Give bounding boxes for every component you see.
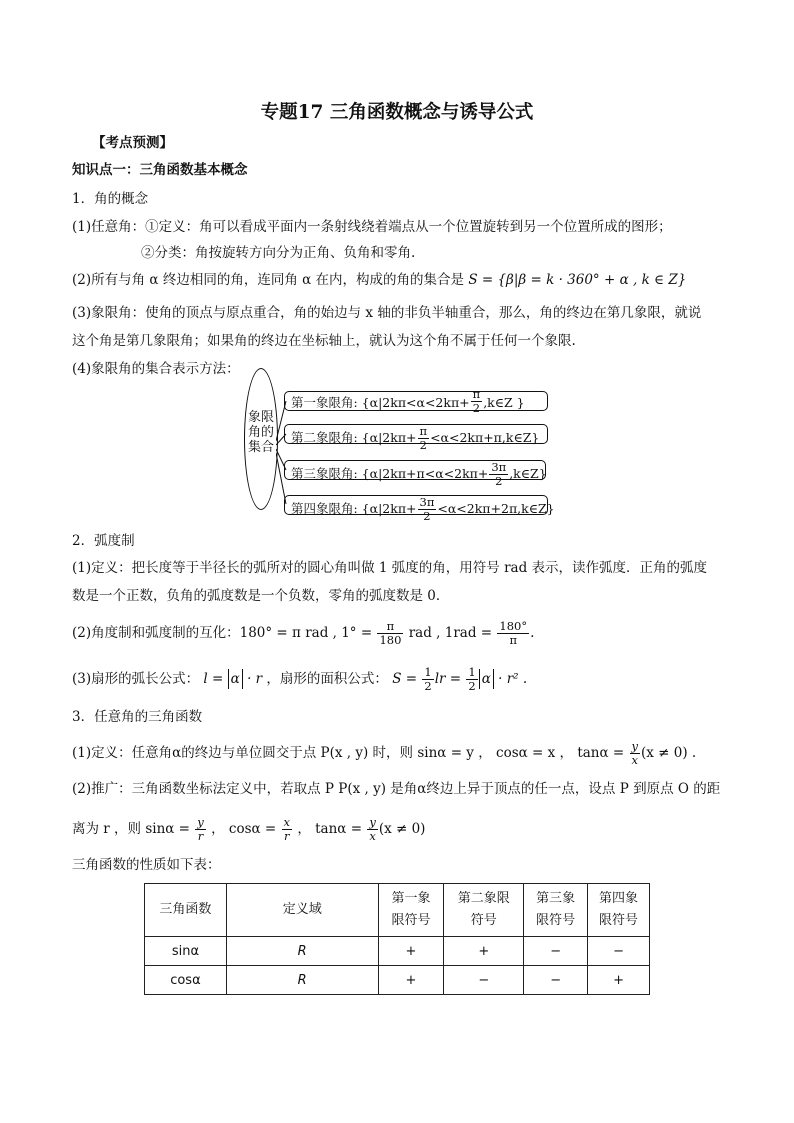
para-arbitrary-angle: (1)任意角：①定义：角可以看成平面内一条射线绕着端点从一个位置旋转到另一个位置所成的图形； (72, 219, 672, 235)
para-trig-definition: (1)定义：任意角α的终边与单位圆交于点 P(x , y) 时，则 sinα = y ， cosα = x ， tanα = $\frac{y}{x}$ (x ≠ 0) . (72, 739, 697, 767)
heading-radian: 2．弧度制 (72, 533, 135, 549)
table-header-cell: 定义域 (226, 884, 378, 937)
table-row (145, 937, 650, 966)
coterminal-set-formula: S = {β|β = k · 360° + α , k ∈ Z} (468, 272, 687, 288)
table-cell: + (378, 966, 444, 995)
para-trig-generalization-line1: (2)推广：三角函数坐标法定义中，若取点 P P(x , y) 是角α终边上异于顶点的任一点，设点 P 到原点 O 的距 (72, 781, 721, 797)
quadrant-2-box: 第二象限角: {α|2kπ+ $\frac{\pi}{2}$ <α<2kπ+π,k∈Z} (284, 424, 548, 444)
section-tag: 【考点预测】 (92, 135, 173, 151)
page-title: 专题17 三角函数概念与诱导公式 (260, 102, 534, 123)
table-cell: R (226, 937, 378, 966)
table-cell: cosα (145, 966, 227, 995)
table-cell: sinα (145, 937, 227, 966)
quadrant-1-box: 第一象限角: {α|2kπ<α<2kπ+ $\frac{\pi}{2}$ ,k∈Z } (284, 391, 548, 411)
table-cell: − (524, 937, 588, 966)
para-trig-generalization-line2: 离为 r ，则 sinα = $\frac{y}{r}$ ， cosα = $\frac{x}{r}$ ， tanα = $\frac{y}{x}$ (x ≠ 0) (72, 815, 426, 843)
quadrant-3-box: 第三象限角: {α|2kπ+π<α<2kπ+ $\frac{3\pi}{2}$ ,k∈Z} (284, 460, 546, 480)
quadrant-diagram-center-label: 象限角的集合 (247, 410, 274, 455)
table-cell: + (444, 937, 524, 966)
table-cell: R (226, 966, 378, 995)
table-cell: − (524, 966, 588, 995)
knowledge-point-heading: 知识点一：三角函数基本概念 (72, 162, 248, 178)
para-coterminal-angles (72, 270, 686, 290)
table-intro: 三角函数的性质如下表： (72, 857, 221, 873)
table-header-cell: 三角函数 (145, 884, 227, 937)
trig-properties-table (144, 883, 650, 995)
table-header-cell: 第一象 限符号 (378, 884, 444, 937)
heading-angle-concept: 1．角的概念 (72, 191, 149, 207)
quadrant-4-box: 第四象限角: {α|2kπ+ $\frac{3\pi}{2}$ <α<2kπ+2π,k∈Z} (284, 495, 548, 515)
table-header-cell: 第四象 限符号 (588, 884, 650, 937)
table-cell: + (378, 937, 444, 966)
table-header-cell: 第二象限 符号 (444, 884, 524, 937)
heading-trig-functions: 3．任意角的三角函数 (72, 709, 203, 725)
para-radian-definition-line2: 数是一个正数，负角的弧度数是一个负数，零角的弧度数是 0． (72, 588, 450, 604)
table-header-cell: 第三象 限符号 (524, 884, 588, 937)
table-header-row (145, 884, 650, 937)
table-cell: − (444, 966, 524, 995)
para-angle-classification: ②分类：角按旋转方向分为正角、负角和零角. (141, 245, 416, 261)
para-degree-radian-conversion: (2)角度制和弧度制的互化：180° = π rad , 1° = $\frac{\pi}{180}$ rad , 1rad = $\frac{180^\circ}{\pi}$ . (72, 619, 535, 647)
para-quadrant-set-intro: (4)象限角的集合表示方法： (72, 361, 240, 377)
coterminal-text: (2)所有与角 α 终边相同的角，连同角 α 在内，构成的角的集合是 (72, 272, 465, 288)
table-cell: + (588, 966, 650, 995)
table-cell: − (588, 937, 650, 966)
para-sector-formulas: (3)扇形的弧长公式： l = α · r ，扇形的面积公式： S = $\frac{1}{2}$ lr = $\frac{1}{2}$ α · r² . (72, 665, 528, 693)
para-quadrant-angle-line1: (3)象限角：使角的顶点与原点重合，角的始边与 x 轴的非负半轴重合，那么，角的终边在第几象限，就说 (72, 305, 702, 321)
table-row (145, 966, 650, 995)
para-radian-definition-line1: (1)定义：把长度等于半径长的弧所对的圆心角叫做 1 弧度的角，用符号 rad 表示，读作弧度．正角的弧度 (72, 560, 708, 576)
para-quadrant-angle-line2: 这个角是第几象限角；如果角的终边在坐标轴上，就认为这个角不属于任何一个象限. (72, 333, 576, 349)
